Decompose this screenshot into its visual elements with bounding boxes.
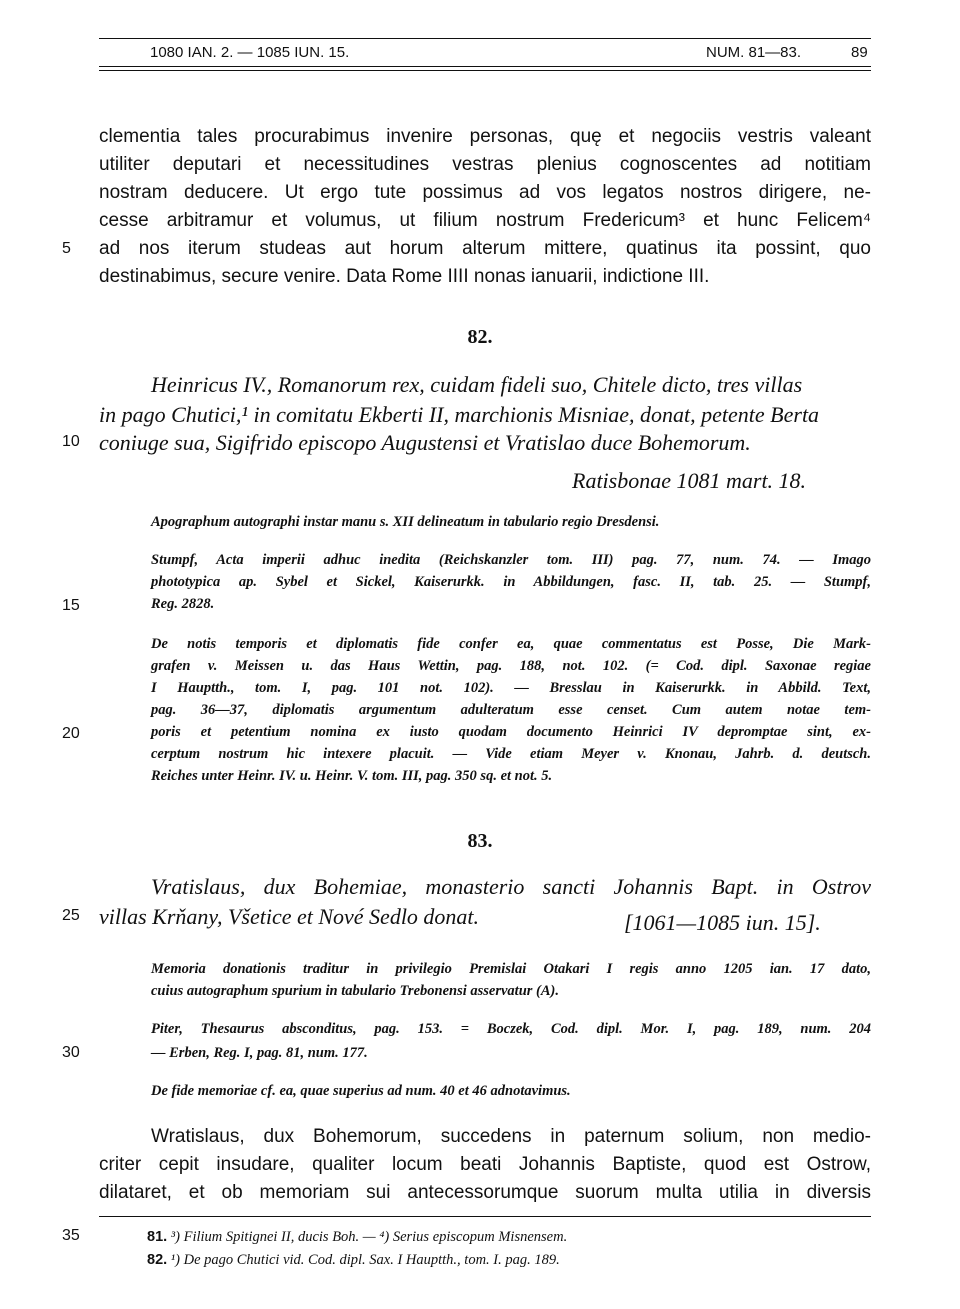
doc82-note-commentary: poris et petentium nomina ex iusto quodam documento Heinrici IV depromptae sint, ex-	[151, 724, 871, 740]
doc82-note-commentary: cerptum nostrum hic intexere placuit. — Vide etiam Meyer v. Knonau, Jahrb. d. deutsch.	[151, 746, 871, 762]
doc82-regest-line: in pago Chutici,¹ in comitatu Ekberti II, marchionis Misniae, donat, petente Berta	[99, 402, 820, 427]
doc83-body-line: Wratislaus, dux Bohemorum, succedens in paternum solium, non medio-	[151, 1126, 871, 1147]
body-text-line: nostram deducere. Ut ergo tute possimus ad vos legatos nostros dirigere, ne-	[99, 182, 871, 203]
doc83-note-tradition: cuius autographum spurium in tabulario Trebonensi asservatur (A).	[151, 983, 559, 999]
doc83-note-commentary: De fide memoriae cf. ea, quae superius ad num. 40 et 46 adnotavimus.	[151, 1083, 571, 1099]
body-text-line: cesse arbitramur et volumus, ut filium nostrum Fredericum³ et hunc Felicem⁴	[99, 210, 871, 231]
doc83-regest-line: Vratislaus, dux Bohemiae, monasterio sancti Johannis Bapt. in Ostrov	[151, 874, 871, 899]
footnote-number: 81.	[147, 1229, 168, 1245]
line-number-25: 25	[62, 907, 80, 924]
body-text-line: destinabimus, secure venire. Data Rome IIII nonas ianuarii, indictione III.	[99, 266, 710, 287]
document-number-83: 83.	[467, 830, 493, 852]
doc83-note-editions: — Erben, Reg. I, pag. 81, num. 177.	[151, 1045, 368, 1061]
footnote-separator	[99, 1216, 871, 1217]
footnote-82	[147, 1252, 560, 1269]
line-number-10: 10	[62, 433, 80, 450]
doc83-body-line: dilataret, et ob memoriam sui antecessorumque suorum multa utilia in diversis	[99, 1182, 871, 1203]
line-number-35: 35	[62, 1227, 80, 1244]
doc82-date-place: Ratisbonae 1081 mart. 18.	[572, 468, 807, 493]
doc82-note-commentary: pag. 36—37, diplomatis argumentum adulteratum esse censet. Cum autem notae tem-	[151, 702, 871, 718]
document-number-82: 82.	[467, 326, 493, 348]
header-document-numbers: NUM. 81—83.	[706, 44, 802, 61]
footnote-text: ¹) De pago Chutici vid. Cod. dipl. Sax. I Hauptth., tom. I. pag. 189.	[170, 1252, 560, 1268]
doc83-note-editions: Piter, Thesaurus absconditus, pag. 153. = Boczek, Cod. dipl. Mor. I, pag. 189, num. 204	[151, 1021, 871, 1037]
line-number-20: 20	[62, 725, 80, 742]
doc83-note-tradition: Memoria donationis traditur in privilegio Premislai Otakari I regis anno 1205 ian. 17 dato,	[151, 961, 871, 977]
header-bottom-rule-2	[99, 70, 871, 71]
body-text-line: ad nos iterum studeas aut horum alterum mittere, quatinus ita possint, quo	[99, 238, 871, 259]
body-text-line: clementia tales procurabimus invenire personas, quę et negociis vestris valeant	[99, 126, 871, 147]
line-number-30: 30	[62, 1044, 80, 1061]
footnote-number: 82.	[147, 1252, 168, 1268]
doc82-note-commentary: I Hauptth., tom. I, pag. 101 not. 102). — Bresslau in Kaiserurkk. in Abbild. Text,	[151, 680, 871, 696]
doc83-body-line: criter cepit insudare, qualiter locum beati Johannis Baptiste, quod est Ostrow,	[99, 1154, 871, 1175]
header-page-number: 89	[851, 44, 868, 61]
footnote-text: ³) Filium Spitignei II, ducis Boh. — ⁴) Serius episcopum Misnensem.	[170, 1229, 568, 1245]
doc82-note-commentary: grafen v. Meissen u. das Haus Wettin, pag. 188, not. 102. (= Cod. dipl. Saxonae regiae	[151, 658, 871, 674]
doc82-note-tradition: Apographum autographi instar manu s. XII delineatum in tabulario regio Dresdensi.	[151, 514, 660, 530]
doc82-note-editions: Reg. 2828.	[151, 596, 215, 612]
line-number-15: 15	[62, 597, 80, 614]
doc82-note-commentary: Reiches unter Heinr. IV. u. Heinr. V. tom. III, pag. 350 sq. et not. 5.	[151, 768, 553, 784]
doc82-regest-line: Heinricus IV., Romanorum rex, cuidam fideli suo, Chitele dicto, tres villas	[151, 372, 803, 397]
doc83-regest-line: villas Krňany, Všetice et Nové Sedlo donat.	[99, 904, 480, 929]
line-number-5: 5	[62, 240, 71, 257]
body-text-line: utiliter deputari et necessitudines vestras plenius cognoscentes ad notitiam	[99, 154, 871, 175]
header-bottom-rule	[99, 66, 871, 67]
doc82-note-editions: Stumpf, Acta imperii adhuc inedita (Reichskanzler tom. III) pag. 77, num. 74. — Imago	[151, 552, 871, 568]
footnote-81	[147, 1229, 567, 1246]
doc82-note-editions: phototypica ap. Sybel et Sickel, Kaiserurkk. in Abbildungen, fasc. II, tab. 25. — Stumpf,	[151, 574, 871, 590]
header-date-range: 1080 IAN. 2. — 1085 IUN. 15.	[150, 44, 350, 61]
doc82-regest-line: coniuge sua, Sigifrido episcopo Augustensi et Vratislao duce Bohemorum.	[99, 430, 751, 455]
header-top-rule	[99, 38, 871, 39]
doc82-note-commentary: De notis temporis et diplomatis fide confer ea, quae commentatus est Posse, Die Mark-	[151, 636, 871, 652]
doc83-date: [1061—1085 iun. 15].	[624, 910, 821, 935]
